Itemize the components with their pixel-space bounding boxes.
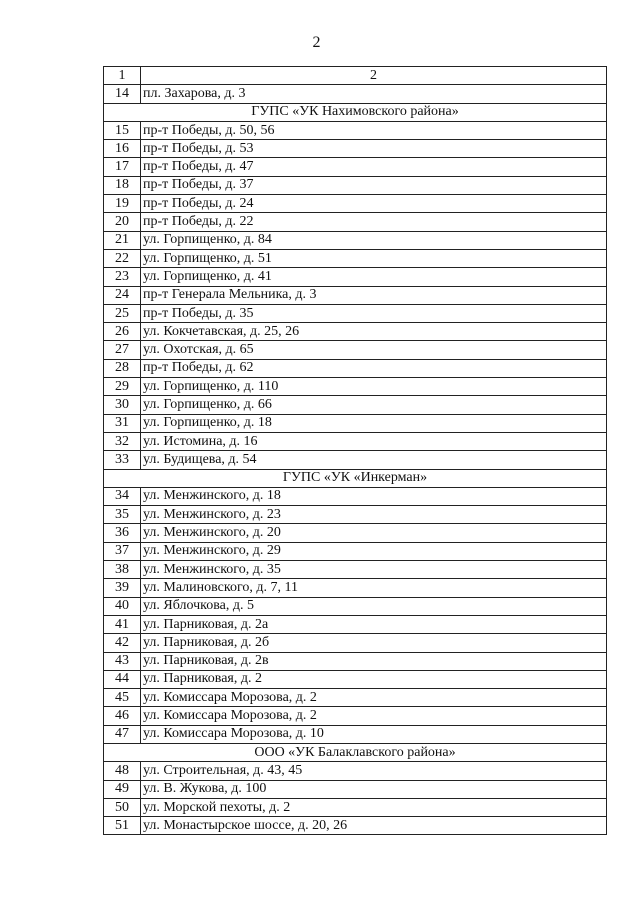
table-row [104,707,607,725]
row-address: ул. В. Жукова, д. 100 [141,780,607,798]
table-row [104,249,607,267]
row-address: пр-т Победы, д. 53 [141,140,607,158]
table-row [104,359,607,377]
row-address: ул. Парниковая, д. 2б [141,634,607,652]
row-address: ул. Парниковая, д. 2а [141,615,607,633]
row-address: ул. Комиссара Морозова, д. 2 [141,689,607,707]
row-number: 45 [104,689,141,707]
row-number: 22 [104,249,141,267]
table-body [104,67,607,835]
row-number: 25 [104,304,141,322]
table-row [104,341,607,359]
row-address: ул. Морской пехоты, д. 2 [141,798,607,816]
row-number: 30 [104,396,141,414]
row-number: 28 [104,359,141,377]
row-number: 50 [104,798,141,816]
row-number: 32 [104,432,141,450]
table-row [104,506,607,524]
row-address: ул. Комиссара Морозова, д. 2 [141,707,607,725]
row-address: ул. Яблочкова, д. 5 [141,597,607,615]
row-number: 36 [104,524,141,542]
row-address: ул. Менжинского, д. 20 [141,524,607,542]
row-number: 37 [104,542,141,560]
row-number: 35 [104,506,141,524]
table-row [104,231,607,249]
row-address: пр-т Победы, д. 37 [141,176,607,194]
row-address: ул. Менжинского, д. 23 [141,506,607,524]
row-number: 29 [104,378,141,396]
table-row [104,286,607,304]
row-address: ул. Кокчетавская, д. 25, 26 [141,323,607,341]
table-row [104,817,607,835]
row-number: 46 [104,707,141,725]
table-row [104,451,607,469]
row-address: пл. Захарова, д. 3 [141,85,607,103]
table-row [104,121,607,139]
section-header-row [104,103,607,121]
row-address: ул. Истомина, д. 16 [141,432,607,450]
row-number: 19 [104,195,141,213]
row-address: ул. Менжинского, д. 29 [141,542,607,560]
column-address-header: 2 [141,67,607,85]
table-row [104,652,607,670]
table-row [104,378,607,396]
table-row [104,268,607,286]
table-row [104,670,607,688]
table-row [104,725,607,743]
row-address: ул. Горпищенко, д. 18 [141,414,607,432]
row-address: ул. Горпищенко, д. 51 [141,249,607,267]
table-row [104,432,607,450]
row-number: 23 [104,268,141,286]
table-row [104,689,607,707]
table-row [104,323,607,341]
row-address: пр-т Победы, д. 35 [141,304,607,322]
table-row [104,762,607,780]
table-row [104,798,607,816]
table-row [104,85,607,103]
table-row [104,542,607,560]
table-row [104,561,607,579]
row-number: 41 [104,615,141,633]
row-address: ул. Строительная, д. 43, 45 [141,762,607,780]
row-address: ул. Менжинского, д. 18 [141,487,607,505]
row-number: 38 [104,561,141,579]
row-address: пр-т Генерала Мельника, д. 3 [141,286,607,304]
table-row [104,634,607,652]
table-row [104,140,607,158]
section-header-row [104,743,607,761]
row-address: пр-т Победы, д. 47 [141,158,607,176]
table-row [104,213,607,231]
row-number: 20 [104,213,141,231]
row-number: 27 [104,341,141,359]
row-number: 31 [104,414,141,432]
row-address: ул. Парниковая, д. 2 [141,670,607,688]
row-number: 26 [104,323,141,341]
table-row [104,414,607,432]
row-number: 16 [104,140,141,158]
row-number: 51 [104,817,141,835]
table-row [104,597,607,615]
row-number: 39 [104,579,141,597]
row-address: ул. Горпищенко, д. 41 [141,268,607,286]
row-number: 15 [104,121,141,139]
row-number: 43 [104,652,141,670]
row-number: 47 [104,725,141,743]
section-title: ООО «УК Балаклавского района» [104,743,607,761]
row-number: 21 [104,231,141,249]
row-address: пр-т Победы, д. 24 [141,195,607,213]
table-header-row [104,67,607,85]
table-row [104,524,607,542]
table-row [104,780,607,798]
row-number: 44 [104,670,141,688]
row-address: ул. Горпищенко, д. 66 [141,396,607,414]
row-number: 48 [104,762,141,780]
row-address: ул. Малиновского, д. 7, 11 [141,579,607,597]
row-address: ул. Комиссара Морозова, д. 10 [141,725,607,743]
section-title: ГУПС «УК Нахимовского района» [104,103,607,121]
row-address: ул. Горпищенко, д. 110 [141,378,607,396]
row-number: 33 [104,451,141,469]
row-number: 14 [104,85,141,103]
row-address: пр-т Победы, д. 50, 56 [141,121,607,139]
row-address: ул. Охотская, д. 65 [141,341,607,359]
row-address: пр-т Победы, д. 62 [141,359,607,377]
row-address: ул. Менжинского, д. 35 [141,561,607,579]
page-number: 2 [312,34,321,51]
row-number: 24 [104,286,141,304]
row-address: ул. Горпищенко, д. 84 [141,231,607,249]
section-title: ГУПС «УК «Инкерман» [104,469,607,487]
table-row [104,176,607,194]
address-table [103,66,607,835]
row-number: 18 [104,176,141,194]
table-row [104,579,607,597]
row-number: 49 [104,780,141,798]
table-row [104,615,607,633]
row-number: 17 [104,158,141,176]
column-number-header: 1 [104,67,141,85]
row-number: 42 [104,634,141,652]
row-address: пр-т Победы, д. 22 [141,213,607,231]
row-number: 34 [104,487,141,505]
table-row [104,195,607,213]
table-row [104,158,607,176]
table-row [104,396,607,414]
table-row [104,487,607,505]
row-address: ул. Монастырское шоссе, д. 20, 26 [141,817,607,835]
section-header-row [104,469,607,487]
row-address: ул. Парниковая, д. 2в [141,652,607,670]
table-row [104,304,607,322]
row-number: 40 [104,597,141,615]
row-address: ул. Будищева, д. 54 [141,451,607,469]
